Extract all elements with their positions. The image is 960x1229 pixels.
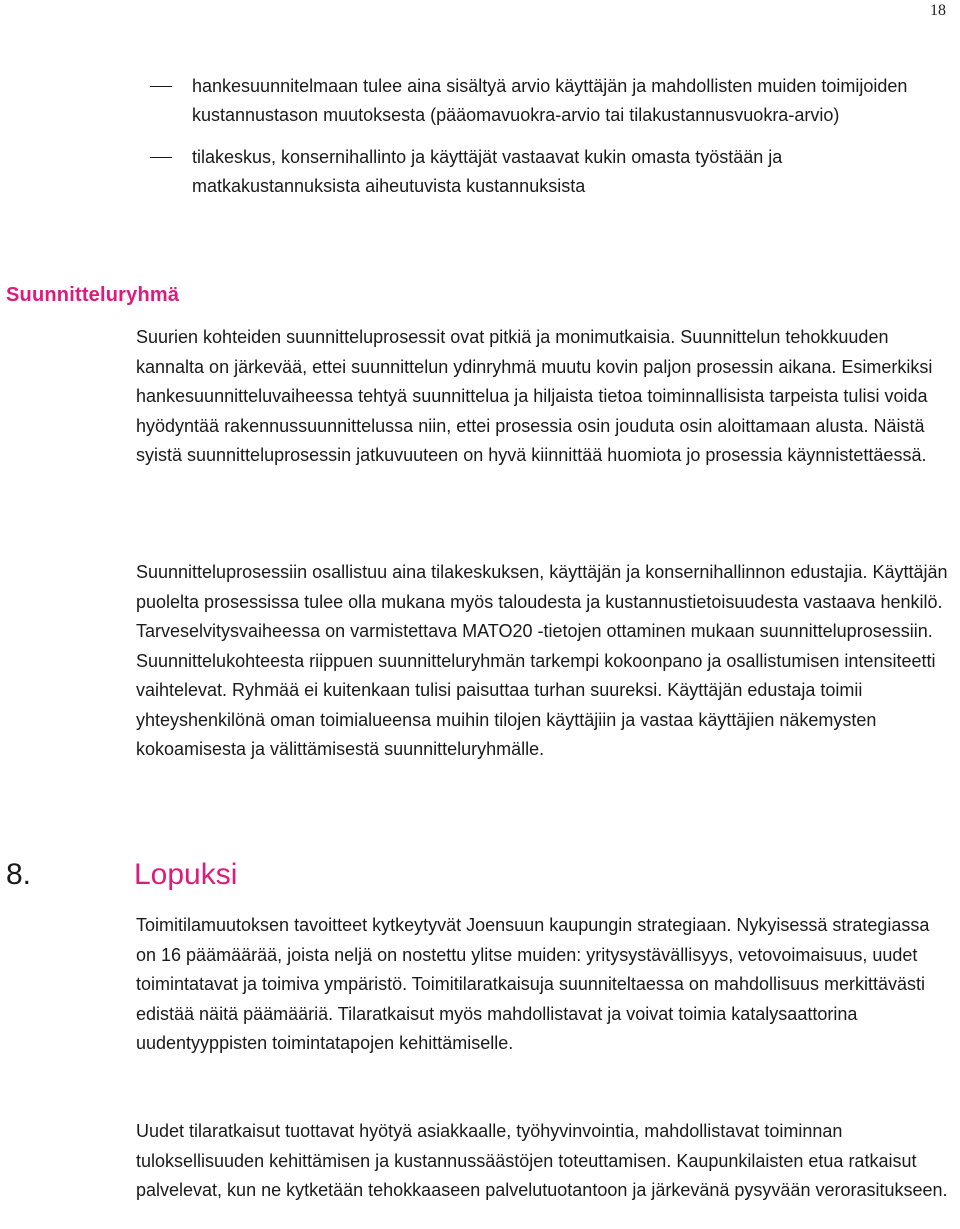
dash-bullet-icon <box>150 86 172 87</box>
chapter-paragraph: Uudet tilaratkaisut tuottavat hyötyä asiakkaalle, työhyvinvointia, mahdollistavat toiminnan tuloksellisuuden kehittämisen ja kustannussäästöjen toteuttamisen. Kaupunkilaisten etua ratkaisut palvelevat, kun ne kytketään tehokkaaseen palvelutuotantoon ja järkevänä pysyvään verorasitukseen. <box>136 1121 948 1200</box>
list-item-text: tilakeskus, konsernihallinto ja käyttäjät vastaavat kukin omasta työstään ja matkakustannuksista aiheutuvista kustannuksista <box>192 147 783 196</box>
section-paragraph: Suunnitteluprosessiin osallistuu aina tilakeskuksen, käyttäjän ja konsernihallinnon edustajia. Käyttäjän puolelta prosessissa tulee olla mukana myös taloudesta ja kustannustietoisuudesta vastaava henkilö. Tarveselvitysvaiheessa on varmistettava MATO20 -tietojen ottaminen mukaan suunnitteluprosessiin. Suunnittelukohteesta riippuen suunnitteluryhmän tarkempi kokoonpano ja osallistumisen intensiteetti vaihtelevat. Ryhmää ei kuitenkaan tulisi paisuttaa turhan suureksi. Käyttäjän edustaja toimii yhteyshenkilönä oman toimialueensa muihin tilojen käyttäjiin ja vastaa käyttäjien näkemysten kokoamisesta ja välittämisestä suunnitteluryhmälle. <box>136 562 948 759</box>
list-item <box>150 72 940 130</box>
section-heading: Suunnitteluryhmä <box>6 284 180 306</box>
dash-bullet-icon <box>150 157 172 158</box>
bullet-list <box>150 72 940 214</box>
section-paragraph: Suurien kohteiden suunnitteluprosessit ovat pitkiä ja monimutkaisia. Suunnittelun tehokkuuden kannalta on järkevää, ettei suunnittelun ydinryhmä muutu kovin paljon prosessin aikana. Esimerkiksi hankesuunnitteluvaiheessa tehtyä suunnittelua ja hiljaista tietoa toiminnallisista tarpeista tulisi voida hyödyntää rakennussuunnittelussa niin, ettei prosessia osin jouduta osin aloittamaan alusta. Näistä syistä suunnitteluprosessin jatkuvuuteen on hyvä kiinnittää huomiota jo prosessia käynnistettäessä. <box>136 327 933 465</box>
chapter-paragraph: Toimitilamuutoksen tavoitteet kytkeytyvät Joensuun kaupungin strategiaan. Nykyisessä strategiassa on 16 päämäärää, joista neljä on nostettu ylitse muiden: yritysystävällisyys, vetovoimaisuus, uudet toimintatavat ja toimiva ympäristö. Toimitilaratkaisuja suunniteltaessa on mahdollisuus merkittävästi edistää näitä päämääriä. Tilaratkaisut myös mahdollistavat ja voivat toimia katalysaattorina uudentyyppisten toimintatapojen kehittämiselle. <box>136 915 930 1053</box>
chapter-title: Lopuksi <box>134 858 238 891</box>
chapter-number: 8. <box>6 858 32 891</box>
list-item-text: hankesuunnitelmaan tulee aina sisältyä arvio käyttäjän ja mahdollisten muiden toimijoiden kustannustason muutoksesta (pääomavuokra-arvio tai tilakustannusvuokra-arvio) <box>192 76 908 125</box>
list-item <box>150 143 940 201</box>
page-number: 18 <box>930 2 946 19</box>
chapter-heading <box>6 858 237 892</box>
